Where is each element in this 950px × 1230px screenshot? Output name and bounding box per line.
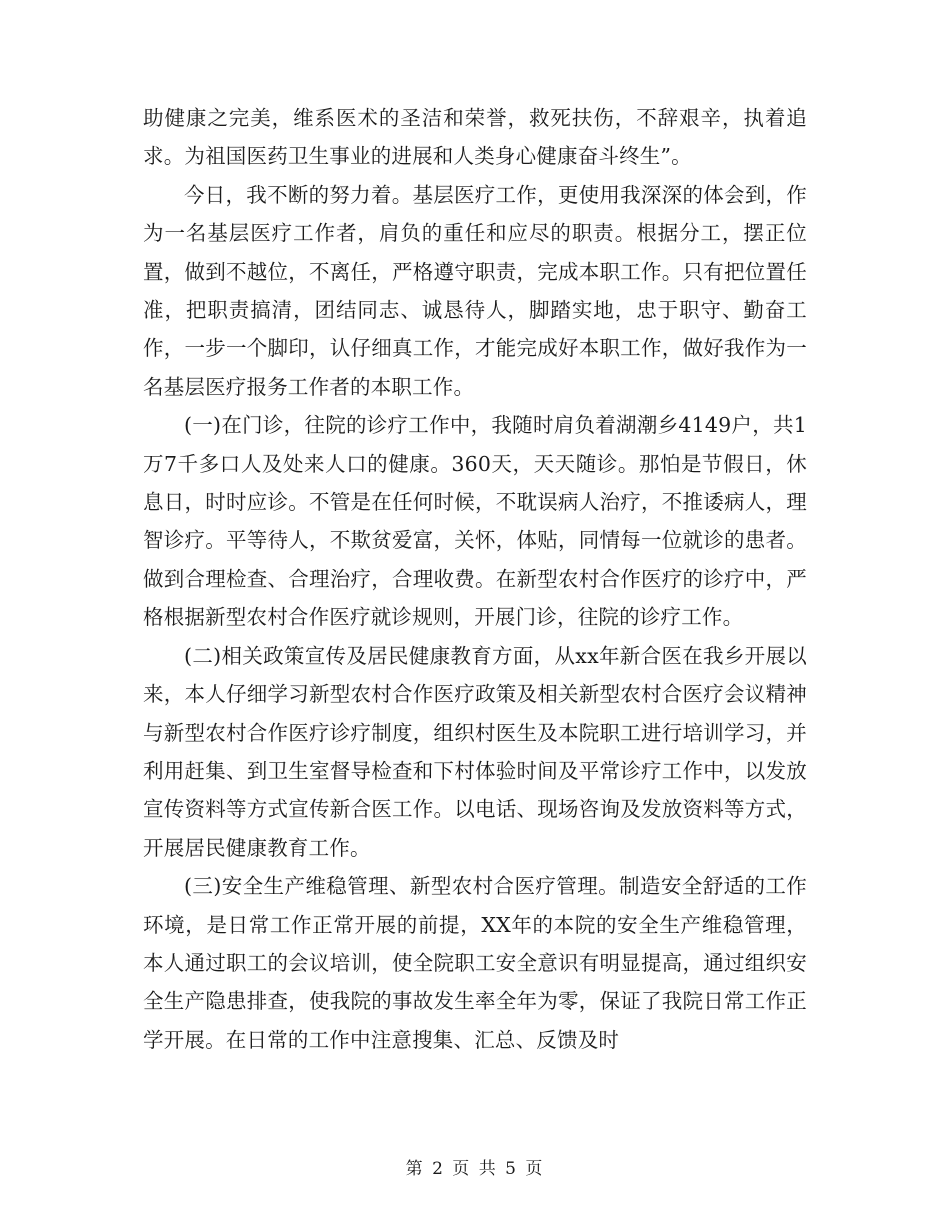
paragraph-5: (三)安全生产维稳管理、新型农村合医疗管理。制造安全舒适的工作环境，是日常工作正常开展的前提，XX年的本院的安全生产维稳管理，本人通过职工的会议培训，使全院职工安全意识有明显提高，通过组织安全生产隐患排查，使我院的事故发生率全年为零，保证了我院日常工作正学开展。在日常的工作中注意搜集、汇总、反馈及时 [143,874,807,1052]
paragraph-4: (二)相关政策宣传及居民健康教育方面，从xx年新合医在我乡开展以来，本人仔细学习新型农村合作医疗政策及相关新型农村合医疗会议精神与新型农村合作医疗诊疗制度，组织村医生及本院职工进行培训学习，并利用赶集、到卫生室督导检查和下村体验时间及平常诊疗工作中，以发放宣传资料等方式宣传新合医工作。以电话、现场咨询及发放资料等方式，开展居民健康教育工作。 [143,643,807,860]
paragraph-3: (一)在门诊，往院的诊疗工作中，我随时肩负着湖潮乡4149户，共1万7千多口人及处来人口的健康。360天，天天随诊。那怕是节假日，休息日，时时应诊。不管是在任何时候，不耽误病人治疗，不推诿病人，理智诊疗。平等待人，不欺贫爱富，关怀，体贴，同情每一位就诊的患者。做到合理检查、合理治疗，合理收费。在新型农村合作医疗的诊疗中，严格根据新型农村合作医疗就诊规则，开展门诊，往院的诊疗工作。 [143,413,807,630]
page-number-footer: 第 2 页 共 5 页 [405,1159,545,1179]
paragraph-2: 今日，我不断的努力着。基层医疗工作，更使用我深深的体会到，作为一名基层医疗工作者，肩负的重任和应尽的职责。根据分工，摆正位置，做到不越位，不离任，严格遵守职责，完成本职工作。只有把位置任准，把职责搞清，团结同志、诚恳待人，脚踏实地，忠于职守、勤奋工作，一步一个脚印，认仔细真工作，才能完成好本职工作，做好我作为一名基层医疗报务工作者的本职工作。 [143,182,807,399]
paragraph-1: 助健康之完美，维系医术的圣洁和荣誉，救死扶伤，不辞艰辛，执着追求。为祖国医药卫生事业的进展和人类身心健康奋斗终生”。 [143,106,807,169]
document-body [143,99,807,1059]
